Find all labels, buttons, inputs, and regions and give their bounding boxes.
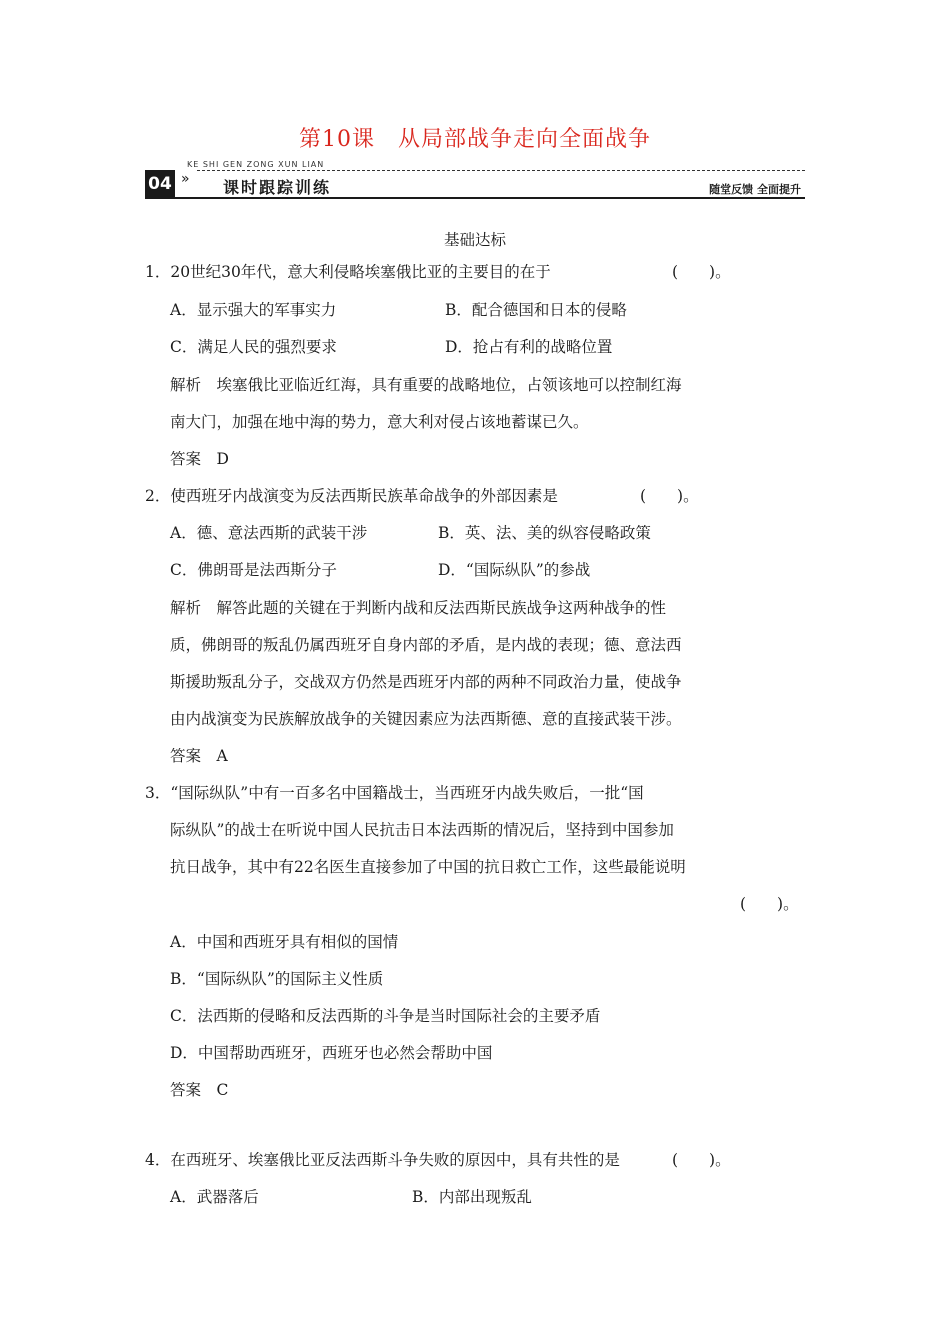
q2-explanation-line2: 质，佛朗哥的叛乱仍属西班牙自身内部的矛盾，是内战的表现；德、意法西 bbox=[170, 636, 682, 654]
page-title: 第10课 从局部战争走向全面战争 bbox=[299, 127, 651, 152]
q2-explanation-line3: 斯援助叛乱分子，交战双方仍然是西班牙内部的两种不同政治力量，使战争 bbox=[170, 673, 682, 691]
q1-explanation-line2: 南大门，加强在地中海的势力，意大利对侵占该地蓄谋已久。 bbox=[170, 413, 589, 431]
banner-base-rule bbox=[145, 197, 805, 199]
q4-stem: 4．在西班牙、埃塞俄比亚反法西斯斗争失败的原因中，具有共性的是 bbox=[145, 1151, 620, 1169]
q4-option-a: A．武器落后 bbox=[170, 1188, 259, 1206]
q2-option-c: C．佛朗哥是法西斯分子 bbox=[170, 561, 337, 579]
q3-stem-line3: 抗日战争，其中有22名医生直接参加了中国的抗日救亡工作，这些最能说明 bbox=[170, 858, 686, 876]
banner-label: 课时跟踪训练 bbox=[223, 178, 332, 197]
q4-paren: ( )。 bbox=[672, 1151, 731, 1169]
q1-paren: ( )。 bbox=[672, 263, 731, 281]
q1-option-b: B．配合德国和日本的侵略 bbox=[445, 301, 627, 319]
q3-option-d: D．中国帮助西班牙，西班牙也必然会帮助中国 bbox=[170, 1044, 493, 1062]
double-arrow-icon: » bbox=[181, 171, 190, 187]
banner-pinyin: KE SHI GEN ZONG XUN LIAN bbox=[187, 160, 325, 169]
section-heading: 基础达标 bbox=[443, 231, 506, 249]
q3-option-a: A．中国和西班牙具有相似的国情 bbox=[170, 933, 399, 951]
banner-number: 04 bbox=[145, 170, 175, 198]
q2-answer: 答案 A bbox=[170, 747, 228, 765]
q2-explanation-line1: 解析 解答此题的关键在于判断内战和反法西斯民族战争这两种战争的性 bbox=[170, 599, 667, 617]
q1-option-a: A．显示强大的军事实力 bbox=[170, 301, 337, 319]
q3-stem-line1: 3．“国际纵队”中有一百多名中国籍战士，当西班牙内战失败后，一批“国 bbox=[145, 784, 644, 802]
q3-option-c: C．法西斯的侵略和反法西斯的斗争是当时国际社会的主要矛盾 bbox=[170, 1007, 601, 1025]
q2-stem: 2．使西班牙内战演变为反法西斯民族革命战争的外部因素是 bbox=[145, 487, 558, 505]
q3-stem-line2: 际纵队”的战士在听说中国人民抗击日本法西斯的情况后，坚持到中国参加 bbox=[170, 821, 674, 839]
banner-slogan: 随堂反馈 全面提升 bbox=[709, 183, 801, 196]
q1-answer: 答案 D bbox=[170, 450, 229, 468]
q2-option-b: B．英、法、美的纵容侵略政策 bbox=[438, 524, 651, 542]
banner-dashed-rule bbox=[197, 170, 805, 171]
q3-paren: ( )。 bbox=[740, 895, 799, 913]
section-banner bbox=[145, 160, 805, 200]
q3-answer: 答案 C bbox=[170, 1081, 229, 1099]
q1-stem: 1．20世纪30年代，意大利侵略埃塞俄比亚的主要目的在于 bbox=[145, 263, 551, 281]
q1-explanation-line1: 解析 埃塞俄比亚临近红海，具有重要的战略地位，占领该地可以控制红海 bbox=[170, 376, 682, 394]
q1-option-d: D．抢占有利的战略位置 bbox=[445, 338, 613, 356]
q2-paren: ( )。 bbox=[640, 487, 699, 505]
q2-option-a: A．德、意法西斯的武装干涉 bbox=[170, 524, 368, 542]
q4-option-b: B．内部出现叛乱 bbox=[412, 1188, 532, 1206]
q2-option-d: D．“国际纵队”的参战 bbox=[438, 561, 591, 579]
q1-option-c: C．满足人民的强烈要求 bbox=[170, 338, 337, 356]
q3-option-b: B．“国际纵队”的国际主义性质 bbox=[170, 970, 384, 988]
q2-explanation-line4: 由内战演变为民族解放战争的关键因素应为法西斯德、意的直接武装干涉。 bbox=[170, 710, 682, 728]
